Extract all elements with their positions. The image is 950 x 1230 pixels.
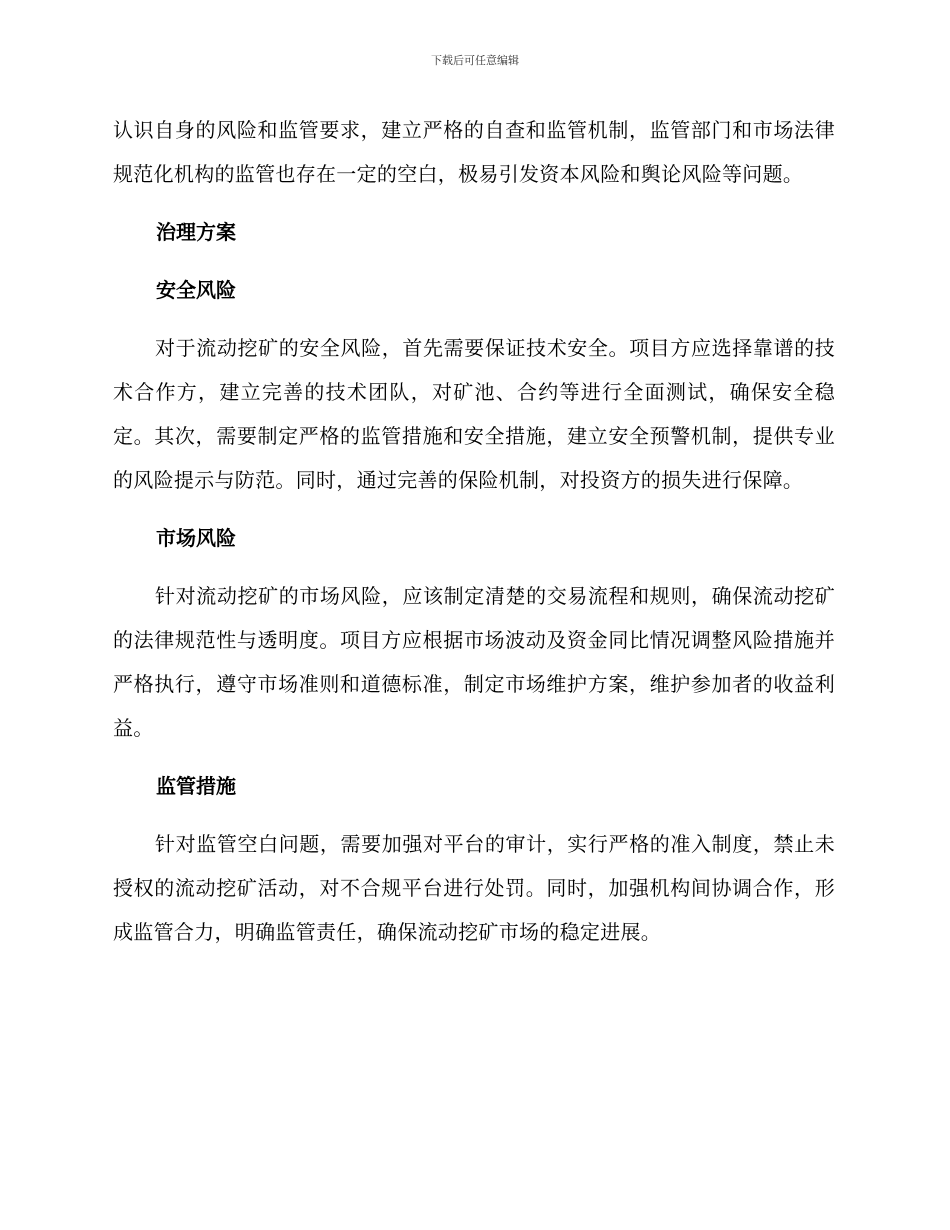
market-paragraph: 针对流动挖矿的市场风险，应该制定清楚的交易流程和规则，确保流动挖矿的法律规范性与透明度。项目方应根据市场波动及资金同比情况调整风险措施并严格执行，遵守市场准则和道德标准，制定市场维护方案，维护参加者的收益利益。 bbox=[113, 584, 835, 740]
section-heading-regulation: 监管措施 bbox=[156, 774, 236, 798]
security-paragraph: 对于流动挖矿的安全风险，首先需要保证技术安全。项目方应选择靠谱的技术合作方，建立完善的技术团队，对矿池、合约等进行全面测试，确保安全稳定。其次，需要制定严格的监管措施和安全措施，建立安全预警机制，提供专业的风险提示与防范。同时，通过完善的保险机制，对投资方的损失进行保障。 bbox=[113, 336, 835, 492]
section-heading-market: 市场风险 bbox=[156, 526, 236, 550]
intro-paragraph: 认识自身的风险和监管要求，建立严格的自查和监管机制，监管部门和市场法律规范化机构的监管也存在一定的空白，极易引发资本风险和舆论风险等问题。 bbox=[113, 118, 835, 186]
page-header: 下载后可任意编辑 bbox=[431, 54, 519, 67]
section-heading-governance: 治理方案 bbox=[156, 220, 236, 244]
regulation-paragraph: 针对监管空白问题，需要加强对平台的审计，实行严格的准入制度，禁止未授权的流动挖矿活动，对不合规平台进行处罚。同时，加强机构间协调合作，形成监管合力，明确监管责任，确保流动挖矿市场的稳定进展。 bbox=[113, 832, 835, 944]
document-body bbox=[113, 108, 835, 954]
section-heading-security: 安全风险 bbox=[156, 278, 236, 302]
